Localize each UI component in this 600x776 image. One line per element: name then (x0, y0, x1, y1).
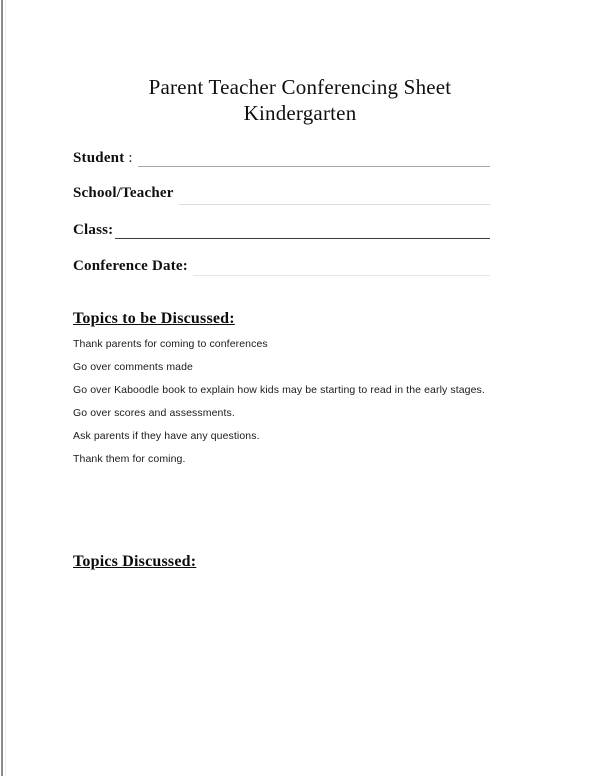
document-title-line1: Parent Teacher Conferencing Sheet (148, 75, 452, 99)
student-field-label: Student (73, 150, 125, 166)
topics-to-discuss-list (73, 333, 540, 471)
list-item: Thank them for coming. (73, 453, 186, 465)
field-row-class (73, 221, 490, 240)
list-item: Thank parents for coming to conferences (73, 338, 268, 350)
school-teacher-field-label: School/Teacher (73, 185, 174, 201)
document-title (0, 74, 600, 126)
field-row-student (73, 149, 490, 168)
list-item: Go over scores and assessments. (73, 407, 235, 419)
student-blank-line (138, 166, 490, 167)
document-title-line2: Kindergarten (243, 101, 357, 125)
list-item: Ask parents if they have any questions. (73, 430, 260, 442)
class-blank-line (115, 238, 490, 239)
field-row-school-teacher (73, 184, 490, 203)
topics-to-be-discussed-heading: Topics to be Discussed: (73, 310, 235, 327)
list-item: Go over comments made (73, 361, 193, 373)
conference-date-blank-line (193, 275, 490, 276)
field-row-conference-date (73, 257, 490, 276)
student-field-colon: : (128, 150, 133, 166)
list-item: Go over Kaboodle book to explain how kids may be starting to read in the early stages. (73, 384, 485, 396)
conference-date-field-label: Conference Date: (73, 258, 188, 274)
class-field-label: Class: (73, 222, 114, 238)
school-teacher-blank-line (179, 204, 490, 205)
topics-discussed-heading: Topics Discussed: (73, 553, 197, 570)
